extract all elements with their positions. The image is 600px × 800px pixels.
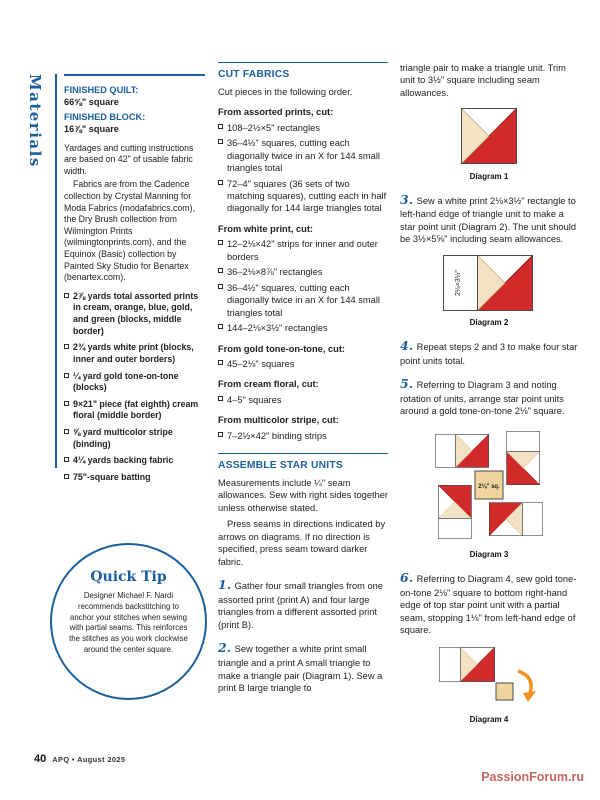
cut-item xyxy=(218,122,388,134)
cut-fabrics-intro: Cut pieces in the following order. xyxy=(218,86,353,97)
cut-item-text: 36–2⅛×8⅞" rectangles xyxy=(227,267,323,278)
checkbox-icon xyxy=(64,474,69,479)
checkbox-icon xyxy=(218,139,223,144)
step-1-text: Gather four small triangles from one assorted print (print A) and four large triangles from a different assorted print (print B). xyxy=(218,581,383,630)
cut-item-text: 72–4" squares (36 sets of two matching squares), cutting each in half diagonally for 144 large triangles total xyxy=(227,178,387,214)
diagram-3-image xyxy=(429,425,549,545)
materials-item xyxy=(64,427,205,450)
instructions-column xyxy=(400,62,578,729)
quick-tip-text: Designer Michael F. Nardi recommends backstitching to anchor your stitches when sewing with partial seams. This reinforces the stitches as you work clockwise around the center square. xyxy=(69,591,188,654)
step-4-text: Repeat steps 2 and 3 to make four star point units total. xyxy=(400,341,578,366)
finished-block-label: FINISHED BLOCK: xyxy=(64,112,146,123)
checkbox-icon xyxy=(64,457,69,462)
cut-item xyxy=(218,322,388,334)
step-4 xyxy=(400,338,578,367)
cut-item-text: 36–4½" squares, cutting each diagonally twice in an X for 144 small triangles total xyxy=(227,282,380,318)
materials-item-text: 4¼ yards backing fabric xyxy=(73,455,174,466)
materials-item-text: 2¾ yards white print (blocks, inner and outer borders) xyxy=(73,342,194,364)
cut-group-label: From cream floral, cut: xyxy=(218,379,319,390)
diagram-4-caption: Diagram 4 xyxy=(469,714,509,724)
checkbox-icon xyxy=(64,293,69,298)
materials-item-text: ⅝ yard multicolor stripe (binding) xyxy=(73,426,173,449)
seam-allowance-note: Measurements include ¼" seam allowances. Sew with right sides together unless otherwise stated. xyxy=(218,478,389,513)
diagram-1-image xyxy=(455,106,523,166)
cut-item-text: 108–2½×5" rectangles xyxy=(227,122,320,133)
step-3-text: Sew a white print 2⅛×3½" rectangle to left-hand edge of triangle unit to make a star point unit (Diagram 2). The unit should be 3½×5⅝" including seam allowances. xyxy=(400,195,577,245)
checkbox-icon xyxy=(218,432,223,437)
diagram-2-caption: Diagram 2 xyxy=(469,318,509,328)
magazine-issue: APQ • August 2025 xyxy=(52,755,126,764)
page-number: 40 xyxy=(34,753,47,765)
cut-item xyxy=(218,430,388,442)
checkbox-icon xyxy=(64,401,69,406)
cut-item xyxy=(218,137,388,174)
step-2-continuation: triangle pair to make a triangle unit. Trim unit to 3½" square including seam allowances. xyxy=(400,63,566,98)
step-5-text: Referring to Diagram 3 and noting rotation of units, arrange star point units around a gold tone-on-tone 2⅛" square. xyxy=(400,380,565,417)
cut-item-text: 45–2⅛" squares xyxy=(227,358,295,369)
materials-item xyxy=(64,455,205,467)
step-3-number: 3. xyxy=(400,191,414,207)
diagram-2-dimension-label: 2⅛×3½" xyxy=(455,269,462,296)
cut-item xyxy=(218,266,388,278)
step-1-number: 1. xyxy=(218,577,232,593)
fabric-collections-note: Fabrics are from the Cadence collection by Crystal Manning for Moda Fabrics (modafabrics.com), the Dry Brush collection from Wilmington Prints (wilmingtonprints.com), and the Equinox (Basic) collection by Painted Sky Studio for Benartex (benartex.com). xyxy=(64,179,196,283)
cut-item xyxy=(218,358,388,370)
checkbox-icon xyxy=(218,268,223,273)
checkbox-icon xyxy=(218,124,223,129)
diagram-3-center-label: 2⅛" sq. xyxy=(478,483,500,490)
diagram-3-figure xyxy=(400,425,578,561)
step-6-number: 6. xyxy=(400,569,414,585)
pressing-note: Press seams in directions indicated by arrows on diagrams. If no direction is specified, press seam toward darker fabric. xyxy=(218,519,386,567)
step-2-text: Sew together a white print small triangle and a print A small triangle to make a triangle pair (Diagram 1). Sew a print B large triangle to xyxy=(218,644,383,693)
materials-column xyxy=(64,74,205,488)
materials-item-text: ¼ yard gold tone-on-tone (blocks) xyxy=(73,370,179,393)
finished-block-value: 16⅞" square xyxy=(64,124,119,135)
step-1 xyxy=(218,577,388,631)
quick-tip-circle xyxy=(50,543,207,700)
materials-item xyxy=(64,342,205,365)
materials-item-text: 2⅞ yards total assorted prints in cream, orange, blue, gold, and green (blocks, middle border) xyxy=(73,290,199,336)
materials-item xyxy=(64,291,205,337)
materials-item xyxy=(64,472,205,484)
cut-group-label: From multicolor stripe, cut: xyxy=(218,415,339,426)
diagram-2-image xyxy=(439,253,539,313)
materials-vertical-label: Materials xyxy=(26,74,44,168)
arrow-head-icon xyxy=(523,691,536,702)
cut-group-label: From white print, cut: xyxy=(218,223,314,234)
cut-item xyxy=(218,178,388,215)
cut-item xyxy=(218,238,388,263)
press-direction-arrow xyxy=(518,671,531,693)
checkbox-icon xyxy=(218,360,223,365)
materials-item xyxy=(64,371,205,394)
cut-item xyxy=(218,282,388,319)
diagram-4-figure xyxy=(400,643,578,725)
finished-sizes-block xyxy=(64,74,205,136)
finished-quilt-value: 66⅝" square xyxy=(64,97,119,108)
step-2-number: 2. xyxy=(218,640,232,656)
step-6-text: Referring to Diagram 4, sew gold tone-on-tone 2⅛" square to bottom right-hand edge of top star point unit with a partial seam, stopping 1⅛" from left-hand edge of square. xyxy=(400,573,577,635)
cut-item-text: 12–2⅛×42" strips for inner and outer borders xyxy=(227,239,378,262)
cut-item-text: 7–2½×42" binding strips xyxy=(227,430,327,441)
page-footer xyxy=(34,753,125,765)
cut-item-text: 4–5" squares xyxy=(227,394,282,405)
checkbox-icon xyxy=(218,396,223,401)
step-5 xyxy=(400,376,578,418)
step-4-number: 4. xyxy=(400,337,414,353)
checkbox-icon xyxy=(64,429,69,434)
step-3 xyxy=(400,192,578,246)
step-6 xyxy=(400,570,578,637)
cut-item xyxy=(218,394,388,406)
assemble-star-units-heading: ASSEMBLE STAR UNITS xyxy=(218,453,388,473)
cut-item-text: 144–2⅛×3½" rectangles xyxy=(227,323,328,334)
partial-seam-gold-square xyxy=(496,683,513,700)
cut-fabrics-column xyxy=(218,62,388,694)
yardage-note: Yardages and cutting instructions are based on 42" of usable fabric width. xyxy=(64,142,194,176)
diagram-3-caption: Diagram 3 xyxy=(469,550,509,560)
materials-checklist xyxy=(64,291,205,484)
diagram-1-figure xyxy=(400,106,578,182)
checkbox-icon xyxy=(218,180,223,185)
cut-group-label: From assorted prints, cut: xyxy=(218,107,334,118)
materials-item-text: 75"-square batting xyxy=(73,471,151,482)
cut-fabrics-heading: CUT FABRICS xyxy=(218,62,388,82)
diagram-1-caption: Diagram 1 xyxy=(469,171,509,181)
materials-item xyxy=(64,399,205,422)
checkbox-icon xyxy=(218,284,223,289)
step-2 xyxy=(218,640,388,694)
diagram-2-figure xyxy=(400,253,578,329)
diagram-4-image xyxy=(433,643,545,709)
checkbox-icon xyxy=(64,373,69,378)
checkbox-icon xyxy=(218,324,223,329)
materials-divider-rule xyxy=(55,74,57,468)
finished-quilt-label: FINISHED QUILT: xyxy=(64,85,139,95)
cut-item-text: 36–4½" squares, cutting each diagonally twice in an X for 144 small triangles total xyxy=(227,138,380,174)
materials-item-text: 9×21" piece (fat eighth) cream floral (middle border) xyxy=(73,398,199,421)
watermark-text: PassionForum.ru xyxy=(481,770,584,784)
checkbox-icon xyxy=(218,240,223,245)
step-5-number: 5. xyxy=(400,376,414,392)
cut-group-label: From gold tone-on-tone, cut: xyxy=(218,343,346,354)
quick-tip-title: Quick Tip xyxy=(90,569,167,585)
checkbox-icon xyxy=(64,344,69,349)
